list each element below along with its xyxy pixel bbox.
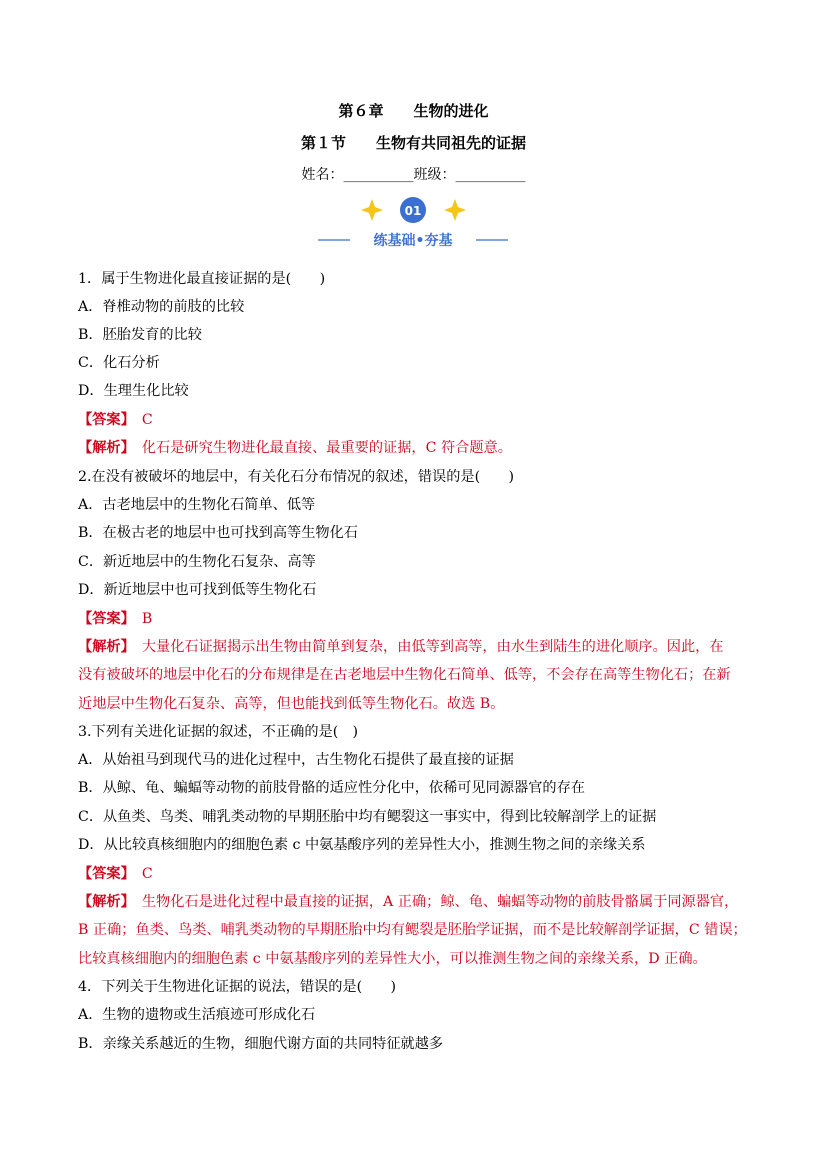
chapter-title: 第６章 生物的进化: [338, 102, 489, 120]
badge-label: 练基础•夯基: [373, 233, 453, 249]
section-badge: [0, 193, 827, 253]
question-4-option-a: A．生物的遗物或生活痕迹可形成化石: [78, 1007, 316, 1023]
question-1-stem: 1．属于生物进化最直接证据的是( ): [78, 271, 326, 287]
answer-value: C: [141, 866, 153, 882]
analysis-text: 生物化石是进化过程中最直接的证据，A 正确；鲸、龟、蝙蝠等动物的前肢骨骼属于同源器官，: [141, 894, 739, 910]
answer-value: C: [141, 412, 153, 428]
name-class-line: 姓名：__________班级：__________: [301, 167, 526, 183]
question-3-analysis-line-3: 比较真核细胞内的细胞色素 c 中氨基酸序列的差异性大小，可以推测生物之间的亲缘关系，D 正确。: [78, 951, 707, 967]
section-title: 第１节 生物有共同祖先的证据: [300, 134, 526, 152]
question-2-stem: 2.在没有被破坏的地层中，有关化石分布情况的叙述，错误的是( ): [78, 469, 515, 485]
question-2-analysis-line-1: [78, 636, 758, 656]
analysis-tag: 【解析】: [78, 639, 128, 655]
question-3-option-c: C．从鱼类、鸟类、哺乳类动物的早期胚胎中均有鳃裂这一事实中，得到比较解剖学上的证据: [78, 809, 657, 825]
sparkle-left-icon: [361, 199, 383, 221]
question-1-option-b: B．胚胎发育的比较: [78, 327, 202, 343]
answer-tag: 【答案】: [78, 611, 128, 627]
question-2-option-a: A．古老地层中的生物化石简单、低等: [78, 497, 316, 513]
answer-value: B: [141, 611, 153, 627]
analysis-text: 化石是研究生物进化最直接、最重要的证据，C 符合题意。: [141, 440, 512, 456]
question-3-option-b: B．从鲸、龟、蝙蝠等动物的前肢骨骼的适应性分化中，依稀可见同源器官的存在: [78, 780, 585, 796]
question-1-analysis: [78, 437, 758, 457]
question-1-option-a: A．脊椎动物的前肢的比较: [78, 299, 245, 315]
question-1-option-d: D．生理生化比较: [78, 383, 189, 399]
question-3-option-d: D．从比较真核细胞内的细胞色素 c 中氨基酸序列的差异性大小，推测生物之间的亲缘关系: [78, 837, 646, 853]
question-2-analysis-line-2: 没有被破坏的地层中化石的分布规律是在古老地层中生物化石简单、低等，不会存在高等生物化石；在新: [78, 667, 731, 683]
question-2-analysis-line-3: 近地层中生物化石复杂、高等，但也能找到低等生物化石。故选 B。: [78, 696, 505, 712]
analysis-text: 大量化石证据揭示出生物由简单到复杂，由低等到高等，由水生到陆生的进化顺序。因此，在: [141, 639, 724, 655]
question-3-answer: [78, 863, 758, 883]
analysis-tag: 【解析】: [78, 440, 128, 456]
question-3-analysis-line-2: B 正确；鱼类、鸟类、哺乳类动物的早期胚胎中均有鳃裂是胚胎学证据，而不是比较解剖学证据，C 错误；: [78, 922, 747, 938]
question-2-option-c: C．新近地层中的生物化石复杂、高等: [78, 554, 316, 570]
question-3-stem: 3.下列有关进化证据的叙述，不正确的是( ): [78, 724, 358, 740]
sparkle-right-icon: [444, 199, 466, 221]
answer-tag: 【答案】: [78, 412, 128, 428]
question-3-analysis-line-1: [78, 891, 758, 911]
question-2-answer: [78, 608, 758, 628]
question-1-option-c: C．化石分析: [78, 355, 160, 371]
question-4-option-b: B．亲缘关系越近的生物，细胞代谢方面的共同特征就越多: [78, 1036, 444, 1052]
question-3-option-a: A．从始祖马到现代马的进化过程中，古生物化石提供了最直接的证据: [78, 752, 514, 768]
question-1-answer: [78, 409, 758, 429]
question-4-stem: 4．下列关于生物进化证据的说法，错误的是( ): [78, 979, 397, 995]
answer-tag: 【答案】: [78, 866, 128, 882]
badge-number: 01: [404, 204, 422, 218]
analysis-tag: 【解析】: [78, 894, 128, 910]
question-2-option-b: B．在极古老的地层中也可找到高等生物化石: [78, 525, 358, 541]
question-2-option-d: D．新近地层中也可找到低等生物化石: [78, 582, 317, 598]
